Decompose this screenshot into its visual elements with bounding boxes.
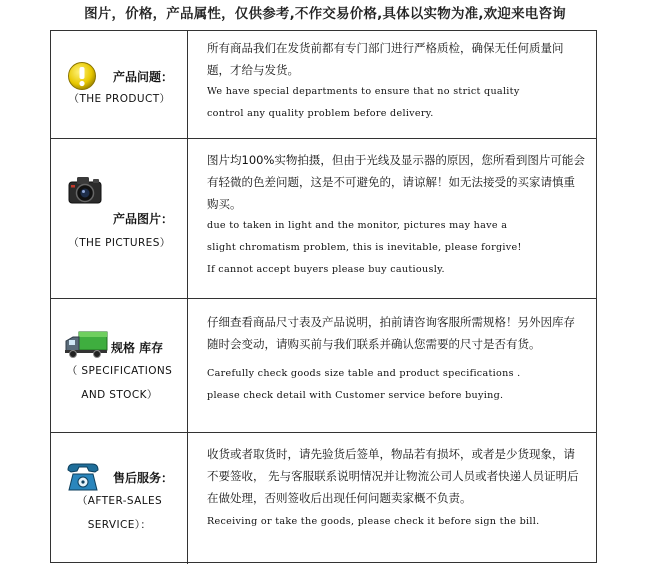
specs-zh-text: 仔细查看商品尺寸表及产品说明，拍前请咨询客服所需规格！另外因库存随时会变动，请购买前与我们联系并确认您需要的尺寸是否有货。 (207, 315, 575, 351)
telephone-icon (65, 461, 101, 493)
specs-en-line-1: Carefully check goods size table and product specifications . (207, 368, 521, 379)
product-row (51, 31, 596, 139)
after-sales-subtitle-line-2: SERVICE）： (87, 519, 152, 531)
specs-subtitle-line-1: （ SPECIFICATIONS (66, 365, 173, 377)
product-subtitle: （THE PRODUCT） (68, 93, 171, 105)
after-sales-label-cell (51, 433, 188, 564)
truck-icon (63, 329, 109, 359)
info-table (50, 30, 597, 563)
product-en-line-2: control any quality problem before delivery. (207, 108, 434, 119)
page-header: 图片，价格，产品属性，仅供参考,不作交易价格,具体以实物为准,欢迎来电咨询 (84, 6, 566, 22)
after-sales-row (51, 433, 596, 564)
specs-subtitle-line-2: AND STOCK） (81, 389, 158, 401)
pictures-row (51, 139, 596, 299)
pictures-en-line-3: If cannot accept buyers please buy cautiously. (207, 264, 445, 275)
pictures-en-line-1: due to taken in light and the monitor, pictures may have a (207, 220, 508, 231)
after-sales-zh-text: 收货或者取货时，请先验货后签单，物品若有损坏，或者是少货现象，请不要签收， 先与客服联系说明情况并让物流公司人员或者快递人员证明后在做处理，否则签收后出现任何问题卖家概不负责。 (207, 447, 579, 505)
pictures-label-cell (51, 139, 188, 298)
product-label-cell (51, 31, 188, 138)
pictures-title: 产品图片： (113, 212, 174, 226)
pictures-zh-text: 图片均100%实物拍摄，但由于光线及显示器的原因，您所看到图片可能会有轻微的色差问题，这是不可避免的，请谅解！如无法接受的买家请慎重购买。 (207, 153, 585, 211)
after-sales-content (189, 433, 596, 564)
after-sales-subtitle-line-1: （AFTER-SALES (76, 495, 163, 507)
after-sales-en-line-1: Receiving or take the goods, please check it before sign the bill. (207, 516, 540, 527)
specs-en-line-2: please check detail with Customer service before buying. (207, 390, 504, 401)
pictures-en-line-2: slight chromatism problem, this is inevitable, please forgive! (207, 242, 522, 253)
warning-icon (67, 61, 97, 91)
product-content (189, 31, 596, 138)
specs-label-cell (51, 299, 188, 432)
specs-row (51, 299, 596, 433)
pictures-content (189, 139, 596, 298)
product-title: 产品问题： (113, 70, 174, 84)
after-sales-title: 售后服务： (113, 471, 174, 485)
camera-icon (67, 175, 103, 205)
specs-title: 规格 库存 (111, 341, 164, 355)
product-en-line-1: We have special departments to ensure that no strict quality (207, 86, 520, 97)
product-zh-text: 所有商品我们在发货前都有专门部门进行严格质检，确保无任何质量问题，才给与发货。 (207, 41, 564, 77)
pictures-subtitle: （THE PICTURES） (68, 237, 171, 249)
specs-content (189, 299, 596, 432)
